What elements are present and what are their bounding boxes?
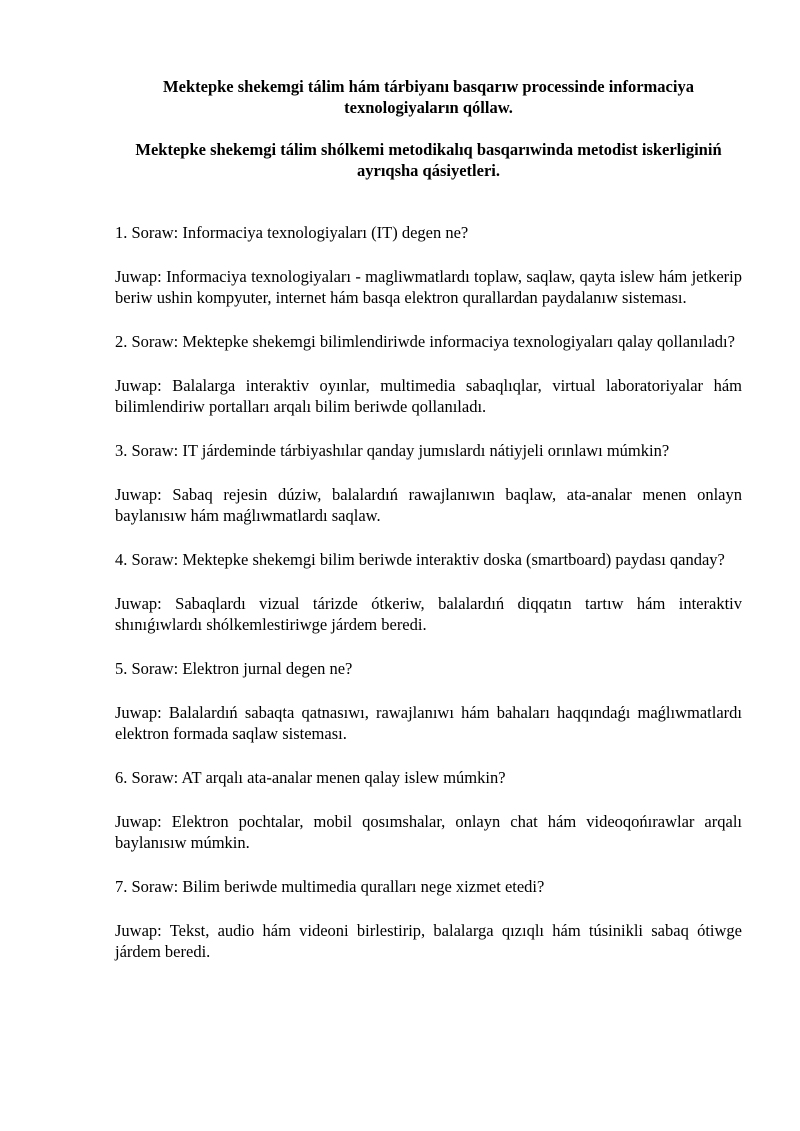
- qa-list: [115, 222, 742, 962]
- question-text: 3. Soraw: IT járdeminde tárbiyashılar qanday jumıslardı nátiyjeli orınlawı múmkin?: [115, 441, 670, 460]
- qa-item: [115, 876, 742, 962]
- qa-item: [115, 767, 742, 853]
- qa-item: [115, 549, 742, 635]
- question-text: 7. Soraw: Bilim beriwde multimedia quralları nege xizmet etedi?: [115, 877, 545, 896]
- qa-item: [115, 658, 742, 744]
- qa-item: [115, 331, 742, 417]
- question-text: 4. Soraw: Mektepke shekemgi bilim beriwde interaktiv doska (smartboard) paydası qanday?: [115, 550, 725, 569]
- question-text: 2. Soraw: Mektepke shekemgi bilimlendiriwde informaciya texnologiyaları qalay qollanıladı?: [115, 332, 735, 351]
- answer-text: Juwap: Informaciya texnologiyaları - magliwmatlardı toplaw, saqlaw, qayta islew hám jetkerip beriw ushin kompyuter, internet hám basqa elektron qurallardan paydalanıw sisteması.: [115, 267, 742, 307]
- document-subtitle: Mektepke shekemgi tálim shólkemi metodikalıq basqarıwinda metodist iskerliginiń ayrıqsha qásiyetleri.: [135, 140, 722, 180]
- qa-item: [115, 440, 742, 526]
- answer-text: Juwap: Balalarga interaktiv oyınlar, multimedia sabaqlıqlar, virtual laboratoriyalar hám bilimlendiriw portalları arqalı bilim beriwde qollanıladı.: [115, 376, 742, 416]
- answer-text: Juwap: Sabaqlardı vizual tárizde ótkeriw, balalardıń diqqatın tartıw hám interaktiv shınıǵıwlardı shólkemlestiriwge járdem beredi.: [115, 594, 742, 634]
- document-title: Mektepke shekemgi tálim hám tárbiyanı basqarıw processinde informaciya texnologiyaların qóllaw.: [163, 77, 694, 117]
- answer-text: Juwap: Balalardıń sabaqta qatnasıwı, rawajlanıwı hám bahaları haqqındaǵı maǵlıwmatlardı elektron formada saqlaw sisteması.: [115, 703, 742, 743]
- question-text: 5. Soraw: Elektron jurnal degen ne?: [115, 659, 353, 678]
- question-text: 6. Soraw: AT arqalı ata-analar menen qalay islew múmkin?: [115, 768, 506, 787]
- qa-item: [115, 222, 742, 308]
- document-page: [115, 76, 742, 985]
- answer-text: Juwap: Sabaq rejesin dúziw, balalardıń rawajlanıwın baqlaw, ata-analar menen onlayn baylanısıw hám maǵlıwmatlardı saqlaw.: [115, 485, 742, 525]
- answer-text: Juwap: Tekst, audio hám videoni birlestirip, balalarga qızıqlı hám túsinikli sabaq ótiwge járdem beredi.: [115, 921, 742, 961]
- question-text: 1. Soraw: Informaciya texnologiyaları (IT) degen ne?: [115, 223, 469, 242]
- answer-text: Juwap: Elektron pochtalar, mobil qosımshalar, onlayn chat hám videoqońırawlar arqalı baylanısıw múmkin.: [115, 812, 742, 852]
